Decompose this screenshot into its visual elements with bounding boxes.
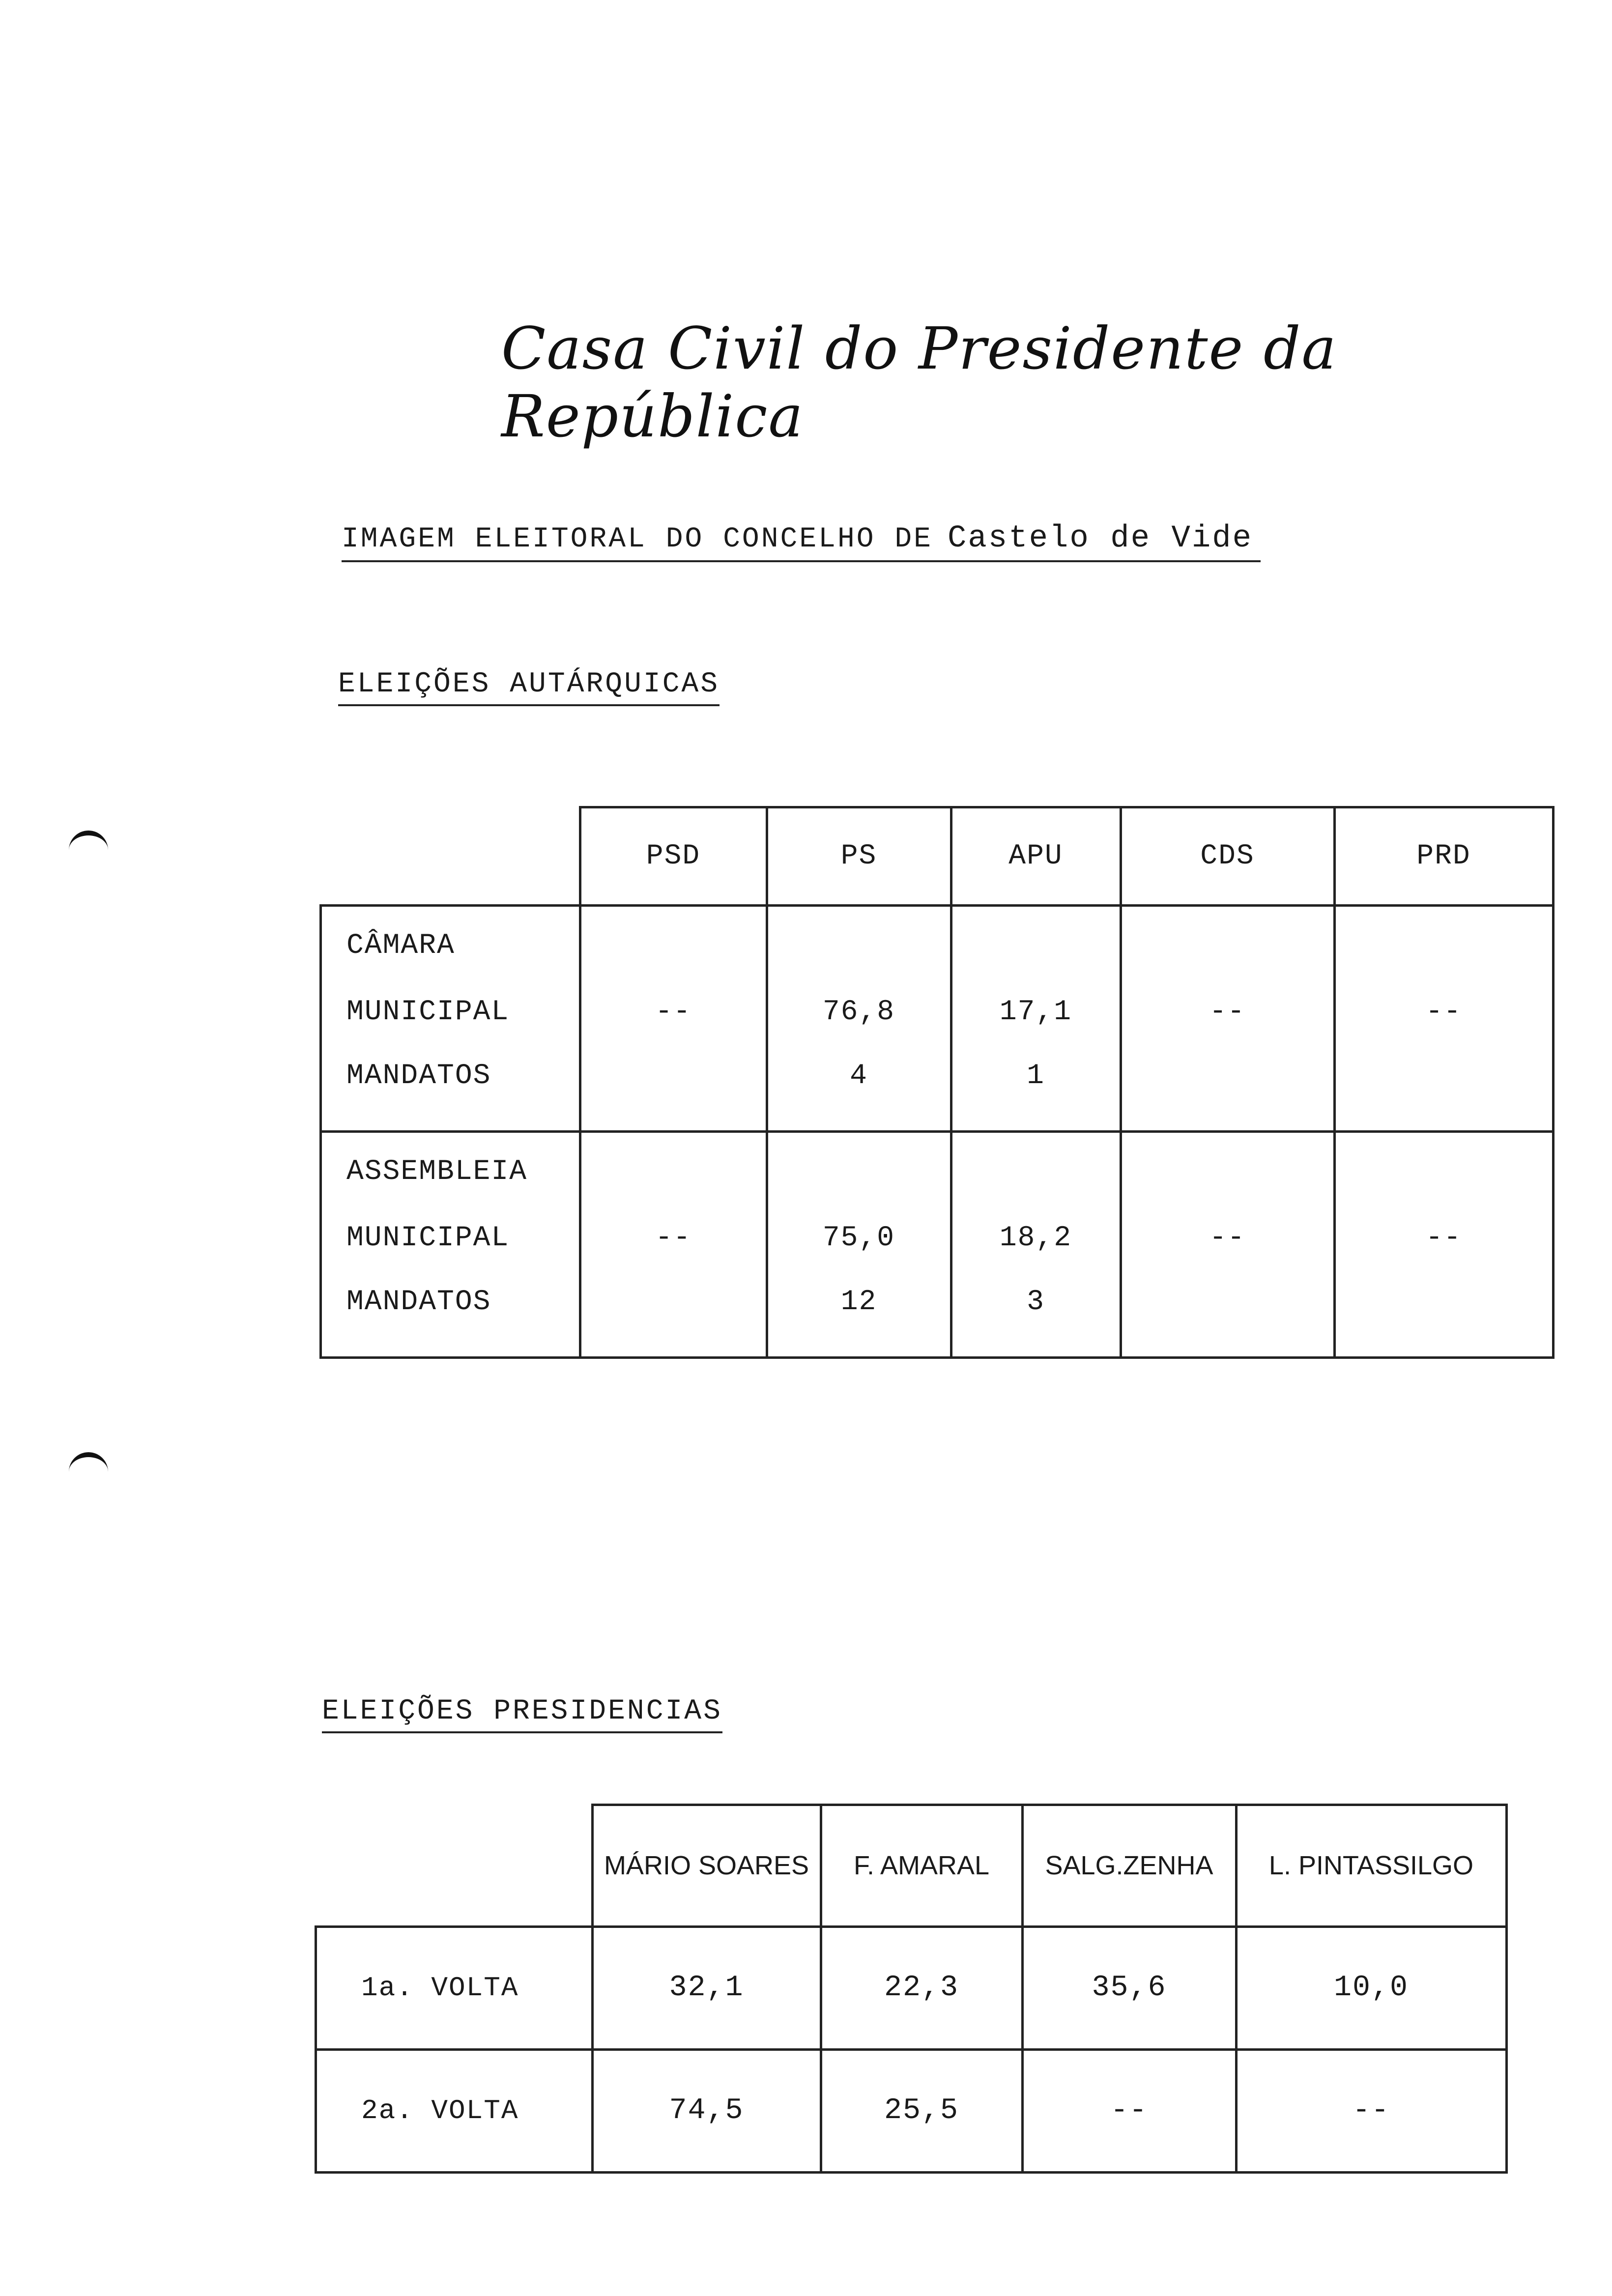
table-row <box>321 906 1554 1132</box>
column-header: L. PINTASSILGO <box>1236 1805 1506 1927</box>
column-header: CDS <box>1121 807 1334 906</box>
table-corner <box>316 1805 593 1927</box>
percent-value: -- <box>1209 1222 1246 1254</box>
table-row <box>316 1926 1507 2049</box>
table-cell <box>1121 1132 1334 1358</box>
row-label: 1a. VOLTA <box>316 1926 593 2049</box>
punch-hole-mark <box>69 831 108 850</box>
table-header-row <box>321 807 1554 906</box>
mandates-value: 4 <box>850 1060 868 1092</box>
table-corner <box>321 807 580 906</box>
punch-hole-mark <box>69 1452 108 1472</box>
table-cell <box>951 1132 1121 1358</box>
row-label-line: MUNICIPAL <box>346 1222 510 1254</box>
table-row <box>316 2049 1507 2172</box>
table-cell <box>1121 906 1334 1132</box>
mandates-value <box>581 1270 766 1334</box>
percent-value: -- <box>655 1222 691 1254</box>
mandates-value <box>1336 1270 1552 1334</box>
table-cell: 10,0 <box>1236 1926 1506 2049</box>
column-header: PRD <box>1334 807 1553 906</box>
table-cell <box>1334 1132 1553 1358</box>
presidenciais-heading: ELEIÇÕES PRESIDENCIAS <box>322 1695 722 1733</box>
column-header: APU <box>951 807 1121 906</box>
percent-value: 17,1 <box>999 996 1072 1028</box>
title-prefix: IMAGEM ELEITORAL DO CONCELHO DE <box>342 523 933 555</box>
table-cell: 32,1 <box>592 1926 821 2049</box>
row-label-line: MANDATOS <box>346 1286 491 1318</box>
column-header: MÁRIO SOARES <box>592 1805 821 1927</box>
table-cell: -- <box>1022 2049 1236 2172</box>
table-cell <box>767 1132 951 1358</box>
percent-value: 75,0 <box>822 1222 895 1254</box>
mandates-value <box>581 1044 766 1108</box>
mandates-value: 3 <box>1027 1286 1045 1318</box>
mandates-value <box>1122 1044 1333 1108</box>
column-header: SALG.ZENHA <box>1022 1805 1236 1927</box>
row-label-line: CÂMARA <box>346 930 455 962</box>
table-cell: 25,5 <box>821 2049 1022 2172</box>
document-title <box>342 521 1261 562</box>
percent-value: 18,2 <box>999 1222 1072 1254</box>
percent-value: -- <box>1209 996 1246 1028</box>
table-cell <box>580 1132 767 1358</box>
column-header: F. AMARAL <box>821 1805 1022 1927</box>
mandates-value: 12 <box>840 1286 877 1318</box>
presidenciais-table <box>315 1804 1508 2174</box>
row-label-line: ASSEMBLEIA <box>346 1156 528 1188</box>
mandates-value <box>1122 1270 1333 1334</box>
mandates-value <box>1336 1044 1552 1108</box>
percent-value: -- <box>1425 1222 1462 1254</box>
table-cell <box>1334 906 1553 1132</box>
table-cell: -- <box>1236 2049 1506 2172</box>
row-label: 2a. VOLTA <box>316 2049 593 2172</box>
row-label <box>321 906 580 1132</box>
table-cell <box>580 906 767 1132</box>
autarquicas-heading: ELEIÇÕES AUTÁRQUICAS <box>338 668 720 706</box>
row-label-line: MANDATOS <box>346 1060 491 1092</box>
table-header-row <box>316 1805 1507 1927</box>
table-cell: 74,5 <box>592 2049 821 2172</box>
autarquicas-table <box>319 806 1554 1359</box>
percent-value: -- <box>1425 996 1462 1028</box>
column-header: PSD <box>580 807 767 906</box>
title-place: Castelo de Vide <box>947 521 1253 556</box>
table-cell: 35,6 <box>1022 1926 1236 2049</box>
letterhead: Casa Civil do Presidente da República <box>501 315 1337 450</box>
column-header: PS <box>767 807 951 906</box>
mandates-value: 1 <box>1027 1060 1045 1092</box>
table-cell: 22,3 <box>821 1926 1022 2049</box>
percent-value: -- <box>655 996 691 1028</box>
table-row <box>321 1132 1554 1358</box>
table-cell <box>951 906 1121 1132</box>
percent-value: 76,8 <box>822 996 895 1028</box>
row-label <box>321 1132 580 1358</box>
row-label-line: MUNICIPAL <box>346 996 510 1028</box>
table-cell <box>767 906 951 1132</box>
